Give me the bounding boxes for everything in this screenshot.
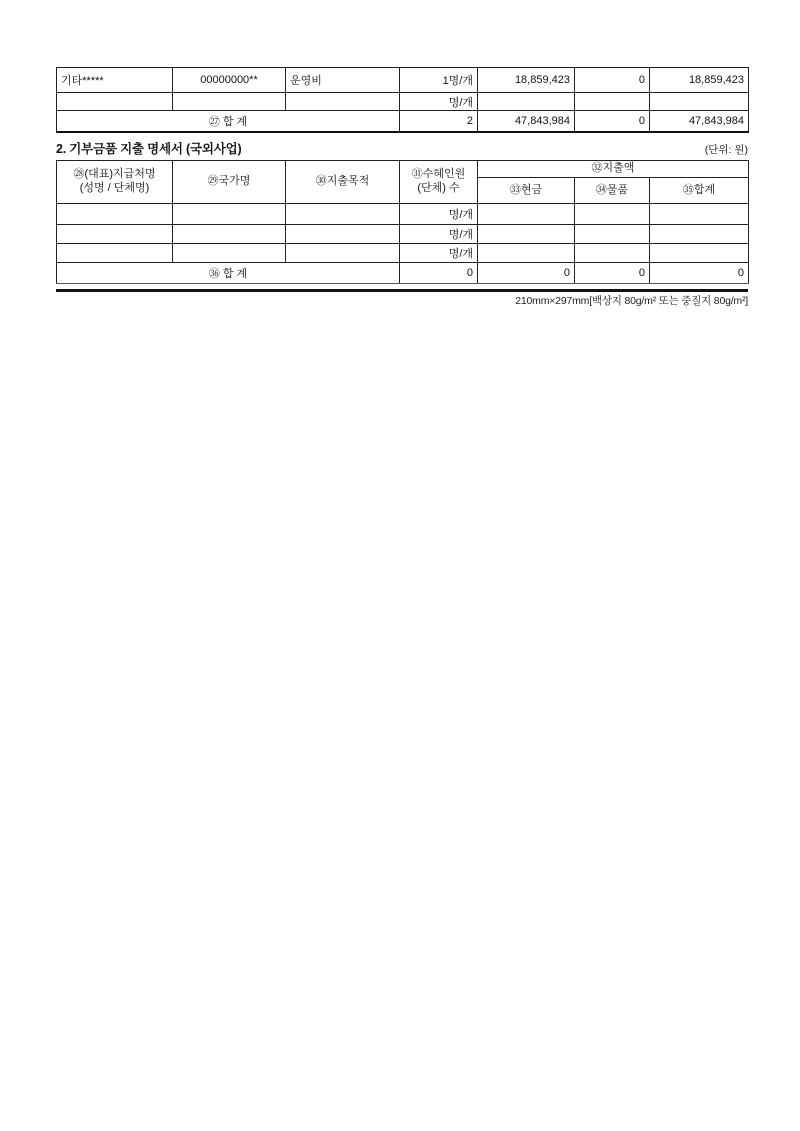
total-goods-cell: 0 xyxy=(575,111,650,133)
sum-amount-cell: 18,859,423 xyxy=(650,68,749,93)
goods-amount-cell xyxy=(575,204,650,225)
cash-amount-cell xyxy=(478,225,575,244)
paper-spec-note: 210mm×297mm[백상지 80g/m² 또는 중질지 80g/m²] xyxy=(515,295,748,307)
purpose-cell: 운영비 xyxy=(286,68,400,93)
header-cash: ㉝현금 xyxy=(478,178,575,204)
form-end-rule xyxy=(56,289,748,292)
payee-cell xyxy=(57,244,173,263)
header-row-top xyxy=(57,161,749,178)
header-purpose: ㉚지출목적 xyxy=(286,161,400,204)
cash-amount-cell xyxy=(478,204,575,225)
sum-amount-cell xyxy=(650,244,749,263)
goods-amount-cell xyxy=(575,93,650,111)
total-cash-cell: 47,843,984 xyxy=(478,111,575,133)
payee-cell: 기타***** xyxy=(57,68,173,93)
beneficiary-count-cell: 명/개 xyxy=(400,93,478,111)
beneficiary-count-cell: 명/개 xyxy=(400,204,478,225)
beneficiary-count-cell: 1명/개 xyxy=(400,68,478,93)
header-goods: ㉞물품 xyxy=(575,178,650,204)
country-cell xyxy=(173,244,286,263)
goods-amount-cell xyxy=(575,244,650,263)
payee-cell xyxy=(57,204,173,225)
regno-cell: 00000000** xyxy=(173,68,286,93)
purpose-cell xyxy=(286,204,400,225)
total-goods-cell: 0 xyxy=(575,263,650,284)
cash-amount-cell xyxy=(478,93,575,111)
table-row xyxy=(57,244,749,263)
beneficiary-count-cell: 명/개 xyxy=(400,244,478,263)
goods-amount-cell: 0 xyxy=(575,68,650,93)
sum-amount-cell xyxy=(650,225,749,244)
header-beneficiary-line2: (단체) 수 xyxy=(417,182,460,194)
country-cell xyxy=(173,204,286,225)
total-count-cell: 0 xyxy=(400,263,478,284)
total-cash-cell: 0 xyxy=(478,263,575,284)
total-row xyxy=(57,263,749,284)
header-payee-line1: ㉘(대표)지급처명 xyxy=(73,168,156,181)
table-row xyxy=(57,68,749,93)
section-title: 2. 기부금품 지출 명세서 (국외사업) xyxy=(56,142,242,156)
total-label-cell: ㉗ 합 계 xyxy=(57,111,400,133)
expenditure-table-overseas xyxy=(56,160,749,284)
header-payee-line2: (성명 / 단체명) xyxy=(79,182,150,194)
table-row xyxy=(57,204,749,225)
sum-amount-cell xyxy=(650,93,749,111)
header-sum: ㉟합계 xyxy=(650,178,749,204)
header-beneficiary xyxy=(400,161,478,204)
section-heading xyxy=(56,139,748,157)
table-row xyxy=(57,93,749,111)
total-row xyxy=(57,111,749,133)
header-payee xyxy=(57,161,173,204)
cash-amount-cell xyxy=(478,244,575,263)
total-count-cell: 2 xyxy=(400,111,478,133)
header-country: ㉙국가명 xyxy=(173,161,286,204)
header-beneficiary-line1: ㉛수혜인원 xyxy=(411,168,466,181)
goods-amount-cell xyxy=(575,225,650,244)
expenditure-table-domestic-tail xyxy=(56,67,749,133)
table-row xyxy=(57,225,749,244)
purpose-cell xyxy=(286,244,400,263)
purpose-cell xyxy=(286,225,400,244)
sum-amount-cell xyxy=(650,204,749,225)
payee-cell xyxy=(57,225,173,244)
country-cell xyxy=(173,225,286,244)
unit-label: (단위: 원) xyxy=(704,144,748,156)
regno-cell xyxy=(173,93,286,111)
total-sum-cell: 47,843,984 xyxy=(650,111,749,133)
total-sum-cell: 0 xyxy=(650,263,749,284)
payee-cell xyxy=(57,93,173,111)
beneficiary-count-cell: 명/개 xyxy=(400,225,478,244)
total-label-cell: ㊱ 합 계 xyxy=(57,263,400,284)
header-expenditure: ㉜지출액 xyxy=(478,161,749,178)
purpose-cell xyxy=(286,93,400,111)
cash-amount-cell: 18,859,423 xyxy=(478,68,575,93)
